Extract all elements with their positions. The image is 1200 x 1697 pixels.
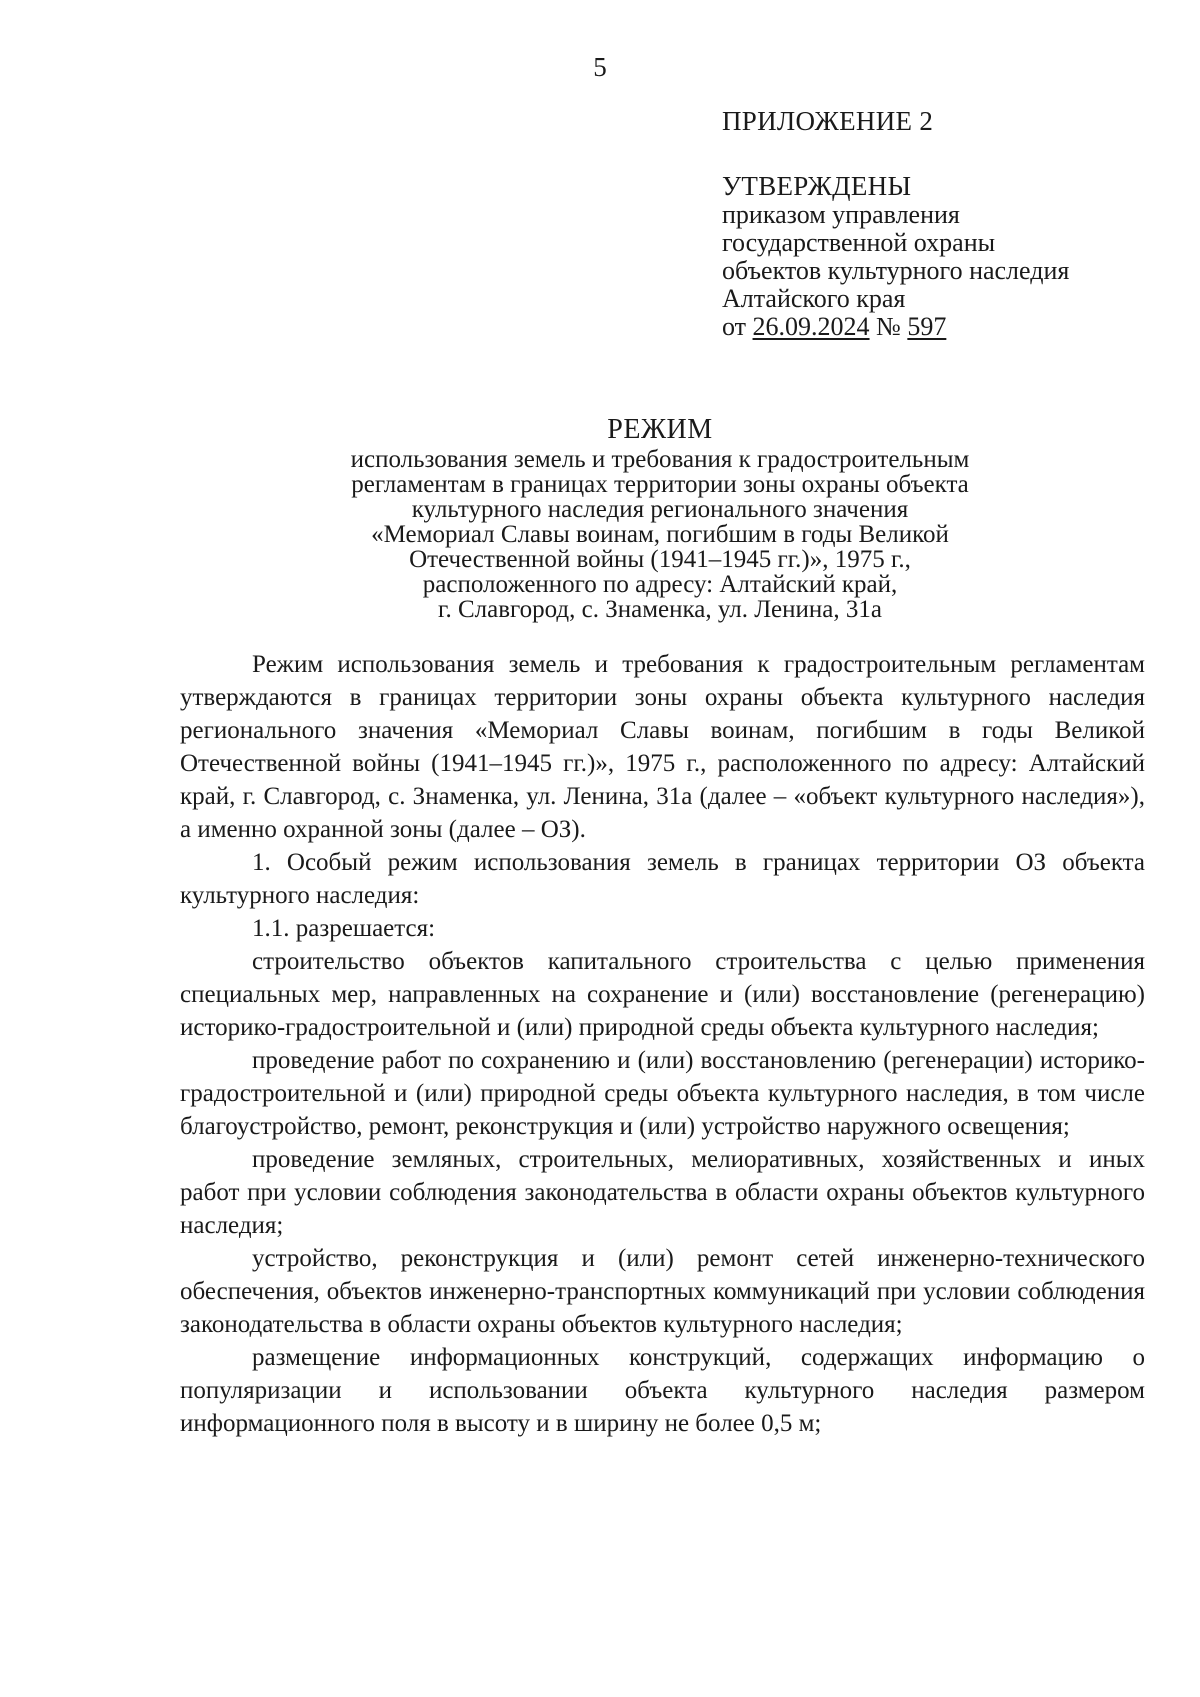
page-number: 5 <box>593 52 607 82</box>
document-title-block <box>230 414 1090 622</box>
order-number: 597 <box>907 312 947 341</box>
appendix-label: ПРИЛОЖЕНИЕ 2 <box>722 106 934 136</box>
body-paragraph: проведение земляных, строительных, мелиоративных, хозяйственных и иных работ при условии соблюдения законодательства в области охраны объектов культурного наследия; <box>180 1146 1145 1239</box>
title-line: использования земель и требования к градостроительным <box>350 446 970 473</box>
title-line: г. Славгород, с. Знаменка, ул. Ленина, 31а <box>438 596 882 623</box>
approval-block <box>722 172 1069 341</box>
title-line: регламентам в границах территории зоны охраны объекта <box>351 471 969 498</box>
body-paragraph: строительство объектов капитального строительства с целью применения специальных мер, направленных на сохранение и (или) восстановление (регенерацию) историко-градостроительной и (или) природной среды объекта культурного наследия; <box>180 948 1145 1041</box>
order-date: 26.09.2024 <box>752 312 870 341</box>
approval-line: Алтайского края <box>722 284 906 313</box>
date-prefix: от <box>722 312 753 341</box>
document-title: РЕЖИМ <box>607 414 713 445</box>
number-prefix: № <box>869 312 908 341</box>
title-line: расположенного по адресу: Алтайский край, <box>422 571 898 598</box>
body-paragraph: размещение информационных конструкций, содержащих информацию о популяризации и использовании объекта культурного наследия размером информационного поля в высоту и в ширину не более 0,5 м; <box>180 1344 1145 1437</box>
document-body <box>180 648 1145 1440</box>
approval-line: приказом управления <box>722 200 960 229</box>
approval-line: объектов культурного наследия <box>722 256 1070 285</box>
body-paragraph: 1. Особый режим использования земель в границах территории ОЗ объекта культурного наследия: <box>180 849 1145 909</box>
approved-label: УТВЕРЖДЕНЫ <box>722 171 912 201</box>
approval-line: государственной охраны <box>722 228 996 257</box>
title-line: «Мемориал Славы воинам, погибшим в годы Великой <box>371 521 949 548</box>
body-paragraph: устройство, реконструкция и (или) ремонт сетей инженерно-технического обеспечения, объектов инженерно-транспортных коммуникаций при условии соблюдения законодательства в области охраны объектов культурного наследия; <box>180 1245 1145 1338</box>
approval-date-line <box>722 313 1069 341</box>
body-paragraph: 1.1. разрешается: <box>252 915 436 942</box>
title-line: Отечественной войны (1941–1945 гг.)», 1975 г., <box>409 546 911 573</box>
title-line: культурного наследия регионального значения <box>411 496 909 523</box>
body-paragraph: Режим использования земель и требования к градостроительным регламентам утверждаются в границах территории зоны охраны объекта культурного наследия регионального значения «Мемориал Славы воинам, погибшим в годы Великой Отечественной войны (1941–1945 гг.)», 1975 г., расположенного по адресу: Алтайский край, г. Славгород, с. Знаменка, ул. Ленина, 31а (далее – «объект культурного наследия»), а именно охранной зоны (далее – ОЗ). <box>180 651 1145 843</box>
body-paragraph: проведение работ по сохранению и (или) восстановлению (регенерации) историко-градостроительной и (или) природной среды объекта культурного наследия, в том числе благоустройство, ремонт, реконструкция и (или) устройство наружного освещения; <box>180 1047 1145 1140</box>
